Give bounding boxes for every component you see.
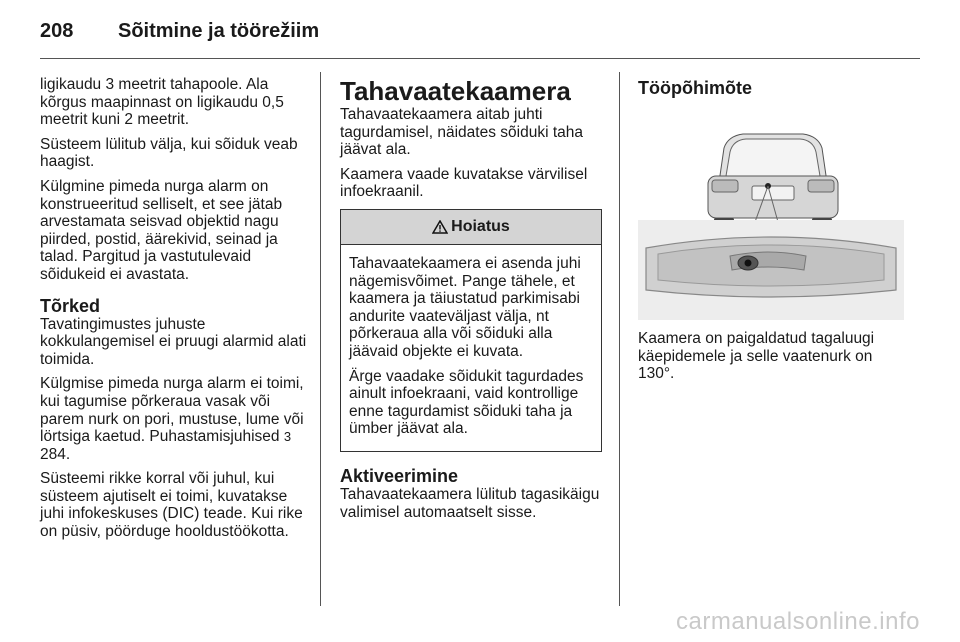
paragraph-text: Külgmise pimeda nurga alarm ei toimi, kui tagumise põrkeraua vasak või parem nurk on pori, mustuse, lume või lörtsiga kaetud. Puhastamisjuhised bbox=[40, 375, 304, 446]
column-middle bbox=[340, 76, 602, 528]
page-ref-arrow-icon: 3 bbox=[283, 429, 292, 445]
page-ref-link[interactable]: 284. bbox=[40, 445, 71, 463]
paragraph: ligikaudu 3 meetrit tahapoole. Ala kõrgus maapinnast on ligikaudu 0,5 meetrit kuni 2 meetrit. bbox=[40, 76, 284, 129]
column-left bbox=[40, 76, 312, 548]
paragraph-cleaning-ref bbox=[40, 375, 312, 463]
watermark: carmanualsonline.info bbox=[676, 608, 920, 635]
warning-paragraph: Tahavaatekaamera ei asenda juhi nägemisvõimet. Pange tähele, et kaamera ja täiustatud parkimisabi andurite vaateväljast välja, nt põrkeraua alla või sõiduki alla jäävaid objekte ei kuvata. bbox=[349, 254, 581, 360]
warning-body bbox=[341, 245, 601, 451]
column-divider-2 bbox=[619, 72, 620, 606]
page-title: Sõitmine ja töörežiim bbox=[118, 20, 320, 42]
paragraph: Süsteemi rikke korral või juhul, kui süsteem ajutiselt ei toimi, kuvatakse juhi infokeskuses (DIC) teade. Kui rike on püsiv, pöörduge hooldustöökotta. bbox=[40, 470, 303, 541]
column-right bbox=[638, 76, 904, 390]
paragraph: Süsteem lülitub välja, kui sõiduk veab haagist. bbox=[40, 135, 298, 171]
section-heading-aktiveerimine: Aktiveerimine bbox=[340, 465, 459, 486]
warning-title: Hoiatus bbox=[451, 218, 510, 236]
section-title-rear-camera: Tahavaatekaamera bbox=[340, 76, 571, 106]
paragraph: Kaamera vaade kuvatakse värvilisel infoekraanil. bbox=[340, 165, 588, 201]
warning-box bbox=[340, 209, 602, 452]
rear-camera-illustration bbox=[638, 108, 904, 320]
section-heading-torked: Tõrked bbox=[40, 295, 101, 316]
column-divider-1 bbox=[320, 72, 321, 606]
warning-header bbox=[341, 210, 601, 245]
warning-triangle-icon bbox=[432, 220, 448, 234]
warning-paragraph: Ärge vaadake sõidukit tagurdades ainult infoekraani, vaid kontrollige enne tagurdamist sõiduki taha ja ümber jäävat ala. bbox=[349, 367, 584, 438]
paragraph: Külgmine pimeda nurga alarm on konstrueeritud selliselt, et see jätab arvestamata seisvad objektid nagu piirded, postid, äärekivid, seinad ja talad. Pargitud ja vastutulevaid sõidukeid ei avastata. bbox=[40, 177, 283, 283]
paragraph: Kaamera on paigaldatud tagaluugi käepidemele ja selle vaatenurk on 130°. bbox=[638, 330, 875, 383]
paragraph: Tahavaatekaamera aitab juhti tagurdamisel, näidates sõiduki taha jäävat ala. bbox=[340, 106, 583, 159]
section-heading-toopohimote: Tööpõhimõte bbox=[638, 78, 752, 98]
paragraph: Tahavaatekaamera lülitub tagasikäigu valimisel automaatselt sisse. bbox=[340, 485, 600, 521]
page-number: 208 bbox=[40, 20, 74, 42]
car-rear-camera-image bbox=[638, 108, 904, 320]
paragraph: Tavatingimustes juhuste kokkulangemisel ei pruugi alarmid alati toimida. bbox=[40, 315, 307, 368]
header-divider bbox=[40, 58, 920, 59]
